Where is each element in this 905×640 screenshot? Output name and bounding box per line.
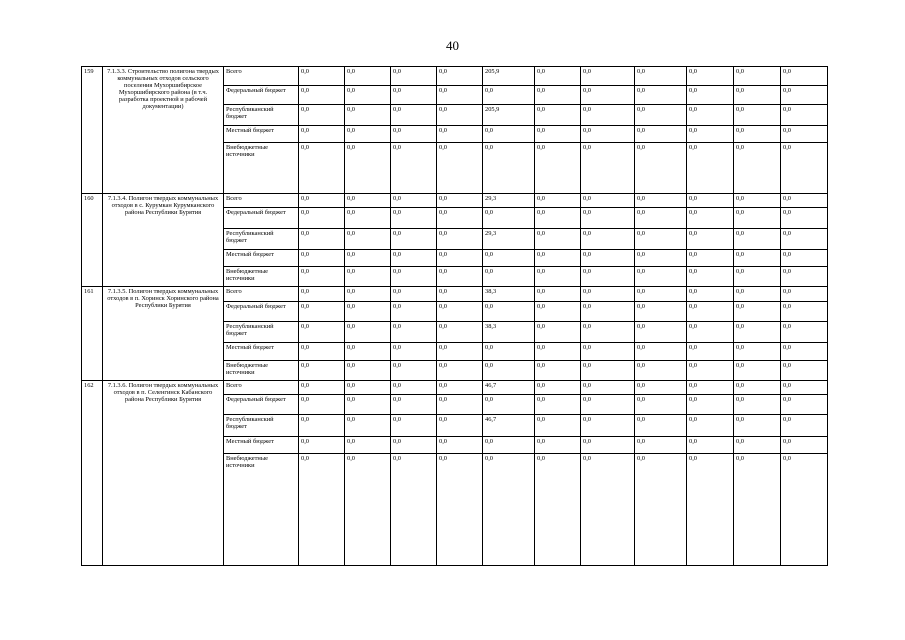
amount-cell: 0,0 (391, 67, 437, 86)
amount-cell: 0,0 (345, 125, 391, 142)
amount-cell: 0,0 (299, 453, 345, 565)
amount-cell: 0,0 (781, 267, 828, 287)
amount-cell: 0,0 (687, 395, 734, 415)
amount-cell: 0,0 (535, 395, 581, 415)
amount-cell: 0,0 (687, 86, 734, 104)
amount-cell: 0,0 (687, 380, 734, 394)
amount-cell: 29,3 (483, 228, 535, 249)
amount-cell: 38,3 (483, 287, 535, 301)
funding-source: Федеральный бюджет (224, 395, 299, 415)
amount-cell: 0,0 (781, 208, 828, 228)
amount-cell: 0,0 (391, 143, 437, 194)
amount-cell: 0,0 (437, 249, 483, 266)
amount-cell: 0,0 (299, 415, 345, 436)
amount-cell: 0,0 (535, 143, 581, 194)
funding-source: Всего (224, 67, 299, 86)
amount-cell: 0,0 (734, 249, 781, 266)
amount-cell: 0,0 (483, 143, 535, 194)
amount-cell: 0,0 (437, 193, 483, 207)
funding-source: Федеральный бюджет (224, 301, 299, 321)
funding-source: Внебюджетные источники (224, 360, 299, 380)
amount-cell: 0,0 (781, 301, 828, 321)
amount-cell: 0,0 (781, 436, 828, 453)
amount-cell: 0,0 (535, 104, 581, 125)
amount-cell: 0,0 (781, 249, 828, 266)
amount-cell: 0,0 (635, 104, 687, 125)
amount-cell: 0,0 (437, 208, 483, 228)
amount-cell: 0,0 (687, 287, 734, 301)
amount-cell: 0,0 (635, 86, 687, 104)
amount-cell: 0,0 (687, 125, 734, 142)
funding-source: Местный бюджет (224, 249, 299, 266)
amount-cell: 0,0 (687, 301, 734, 321)
amount-cell: 0,0 (781, 228, 828, 249)
amount-cell: 0,0 (345, 267, 391, 287)
amount-cell: 0,0 (781, 143, 828, 194)
amount-cell: 0,0 (734, 343, 781, 360)
amount-cell: 0,0 (635, 249, 687, 266)
amount-cell: 0,0 (437, 125, 483, 142)
funding-source: Местный бюджет (224, 343, 299, 360)
amount-cell: 0,0 (437, 301, 483, 321)
amount-cell: 0,0 (391, 125, 437, 142)
amount-cell: 0,0 (535, 249, 581, 266)
amount-cell: 0,0 (345, 301, 391, 321)
amount-cell: 0,0 (687, 228, 734, 249)
funding-table (81, 66, 828, 566)
amount-cell: 0,0 (483, 343, 535, 360)
amount-cell: 0,0 (345, 287, 391, 301)
amount-cell: 46,7 (483, 380, 535, 394)
amount-cell: 0,0 (437, 321, 483, 342)
amount-cell: 0,0 (345, 415, 391, 436)
amount-cell: 0,0 (437, 104, 483, 125)
amount-cell: 0,0 (635, 436, 687, 453)
amount-cell: 0,0 (437, 287, 483, 301)
amount-cell: 46,7 (483, 415, 535, 436)
table-row (82, 193, 828, 207)
amount-cell: 0,0 (299, 395, 345, 415)
amount-cell: 0,0 (581, 360, 635, 380)
amount-cell: 38,3 (483, 321, 535, 342)
amount-cell: 0,0 (345, 86, 391, 104)
table-row (82, 380, 828, 394)
amount-cell: 0,0 (581, 321, 635, 342)
amount-cell: 0,0 (734, 125, 781, 142)
amount-cell: 0,0 (581, 343, 635, 360)
amount-cell: 0,0 (581, 86, 635, 104)
amount-cell: 0,0 (483, 436, 535, 453)
amount-cell: 0,0 (437, 86, 483, 104)
amount-cell: 0,0 (635, 360, 687, 380)
amount-cell: 0,0 (734, 415, 781, 436)
amount-cell: 0,0 (535, 343, 581, 360)
amount-cell: 0,0 (734, 267, 781, 287)
amount-cell: 0,0 (391, 249, 437, 266)
amount-cell: 0,0 (581, 143, 635, 194)
row-number: 160 (82, 193, 103, 286)
amount-cell: 0,0 (781, 125, 828, 142)
amount-cell: 0,0 (437, 343, 483, 360)
table-body (82, 67, 828, 566)
amount-cell: 0,0 (635, 321, 687, 342)
funding-source: Всего (224, 287, 299, 301)
amount-cell: 0,0 (635, 380, 687, 394)
amount-cell: 0,0 (781, 104, 828, 125)
amount-cell: 0,0 (299, 208, 345, 228)
amount-cell: 0,0 (734, 395, 781, 415)
funding-source: Местный бюджет (224, 436, 299, 453)
amount-cell: 0,0 (635, 395, 687, 415)
amount-cell: 0,0 (781, 67, 828, 86)
amount-cell: 0,0 (581, 228, 635, 249)
amount-cell: 0,0 (483, 86, 535, 104)
amount-cell: 0,0 (391, 380, 437, 394)
amount-cell: 0,0 (581, 249, 635, 266)
amount-cell: 0,0 (437, 228, 483, 249)
amount-cell: 0,0 (687, 249, 734, 266)
measure-title: 7.1.3.5. Полигон твердых коммунальных отходов в п. Хоринск Хоринского района Республики Бурятия (103, 287, 224, 380)
amount-cell: 0,0 (535, 360, 581, 380)
amount-cell: 0,0 (781, 321, 828, 342)
amount-cell: 0,0 (299, 267, 345, 287)
amount-cell: 0,0 (345, 436, 391, 453)
amount-cell: 0,0 (734, 453, 781, 565)
amount-cell: 0,0 (734, 86, 781, 104)
amount-cell: 0,0 (391, 321, 437, 342)
amount-cell: 0,0 (581, 415, 635, 436)
funding-source: Внебюджетные источники (224, 143, 299, 194)
amount-cell: 0,0 (734, 436, 781, 453)
amount-cell: 0,0 (535, 415, 581, 436)
amount-cell: 0,0 (345, 228, 391, 249)
amount-cell: 0,0 (687, 193, 734, 207)
amount-cell: 0,0 (345, 67, 391, 86)
funding-source: Республиканский бюджет (224, 321, 299, 342)
amount-cell: 0,0 (687, 415, 734, 436)
amount-cell: 0,0 (437, 143, 483, 194)
amount-cell: 0,0 (299, 193, 345, 207)
amount-cell: 205,9 (483, 67, 535, 86)
amount-cell: 0,0 (581, 125, 635, 142)
amount-cell: 0,0 (635, 125, 687, 142)
amount-cell: 0,0 (345, 193, 391, 207)
amount-cell: 0,0 (483, 453, 535, 565)
amount-cell: 0,0 (437, 380, 483, 394)
measure-title: 7.1.3.6. Полигон твердых коммунальных отходов в п. Селенгинск Кабанского района Республики Бурятия (103, 380, 224, 565)
funding-source: Местный бюджет (224, 125, 299, 142)
amount-cell: 0,0 (483, 301, 535, 321)
amount-cell: 0,0 (635, 228, 687, 249)
amount-cell: 0,0 (635, 453, 687, 565)
amount-cell: 0,0 (581, 104, 635, 125)
amount-cell: 0,0 (734, 360, 781, 380)
amount-cell: 0,0 (781, 343, 828, 360)
amount-cell: 0,0 (483, 395, 535, 415)
table-row (82, 287, 828, 301)
amount-cell: 0,0 (391, 301, 437, 321)
row-number: 159 (82, 67, 103, 194)
amount-cell: 0,0 (483, 249, 535, 266)
amount-cell: 0,0 (781, 415, 828, 436)
amount-cell: 0,0 (535, 287, 581, 301)
amount-cell: 0,0 (581, 301, 635, 321)
amount-cell: 0,0 (581, 380, 635, 394)
amount-cell: 0,0 (781, 86, 828, 104)
amount-cell: 0,0 (391, 453, 437, 565)
amount-cell: 0,0 (581, 208, 635, 228)
amount-cell: 0,0 (581, 193, 635, 207)
funding-source: Внебюджетные источники (224, 453, 299, 565)
amount-cell: 0,0 (299, 360, 345, 380)
amount-cell: 0,0 (687, 143, 734, 194)
amount-cell: 0,0 (734, 104, 781, 125)
amount-cell: 0,0 (299, 249, 345, 266)
amount-cell: 205,9 (483, 104, 535, 125)
amount-cell: 0,0 (581, 453, 635, 565)
amount-cell: 0,0 (781, 453, 828, 565)
amount-cell: 0,0 (635, 143, 687, 194)
amount-cell: 0,0 (734, 301, 781, 321)
amount-cell: 0,0 (635, 415, 687, 436)
amount-cell: 0,0 (345, 395, 391, 415)
amount-cell: 0,0 (687, 67, 734, 86)
amount-cell: 0,0 (437, 453, 483, 565)
funding-source: Республиканский бюджет (224, 415, 299, 436)
amount-cell: 0,0 (345, 380, 391, 394)
table-row (82, 67, 828, 86)
amount-cell: 0,0 (483, 267, 535, 287)
amount-cell: 0,0 (483, 208, 535, 228)
amount-cell: 0,0 (535, 301, 581, 321)
amount-cell: 0,0 (299, 228, 345, 249)
amount-cell: 0,0 (781, 395, 828, 415)
amount-cell: 0,0 (483, 125, 535, 142)
amount-cell: 0,0 (635, 267, 687, 287)
amount-cell: 0,0 (734, 380, 781, 394)
amount-cell: 0,0 (581, 67, 635, 86)
amount-cell: 0,0 (535, 453, 581, 565)
amount-cell: 0,0 (391, 287, 437, 301)
amount-cell: 0,0 (581, 436, 635, 453)
amount-cell: 0,0 (734, 208, 781, 228)
amount-cell: 0,0 (734, 193, 781, 207)
funding-source: Всего (224, 193, 299, 207)
amount-cell: 0,0 (345, 104, 391, 125)
row-number: 161 (82, 287, 103, 380)
amount-cell: 0,0 (391, 193, 437, 207)
amount-cell: 0,0 (781, 193, 828, 207)
amount-cell: 0,0 (581, 267, 635, 287)
funding-source: Федеральный бюджет (224, 208, 299, 228)
amount-cell: 0,0 (391, 228, 437, 249)
amount-cell: 0,0 (299, 104, 345, 125)
amount-cell: 0,0 (535, 193, 581, 207)
amount-cell: 0,0 (581, 395, 635, 415)
amount-cell: 0,0 (391, 343, 437, 360)
funding-source: Внебюджетные источники (224, 267, 299, 287)
amount-cell: 0,0 (299, 380, 345, 394)
amount-cell: 0,0 (535, 436, 581, 453)
amount-cell: 0,0 (535, 228, 581, 249)
measure-title: 7.1.3.3. Строительство полигона твердых коммунальных отходов сельского поселения Мухоршибирское Мухоршибирского района (в т.ч. разработка проектной и рабочей документации) (103, 67, 224, 194)
amount-cell: 0,0 (391, 86, 437, 104)
amount-cell: 0,0 (299, 86, 345, 104)
amount-cell: 0,0 (437, 436, 483, 453)
amount-cell: 0,0 (345, 143, 391, 194)
funding-source: Федеральный бюджет (224, 86, 299, 104)
amount-cell: 0,0 (345, 360, 391, 380)
amount-cell: 0,0 (535, 267, 581, 287)
amount-cell: 0,0 (437, 360, 483, 380)
amount-cell: 0,0 (299, 436, 345, 453)
amount-cell: 0,0 (687, 321, 734, 342)
amount-cell: 0,0 (687, 104, 734, 125)
funding-source: Республиканский бюджет (224, 104, 299, 125)
amount-cell: 0,0 (345, 321, 391, 342)
amount-cell: 0,0 (535, 321, 581, 342)
amount-cell: 0,0 (734, 143, 781, 194)
amount-cell: 0,0 (687, 436, 734, 453)
amount-cell: 0,0 (391, 395, 437, 415)
amount-cell: 0,0 (345, 249, 391, 266)
amount-cell: 0,0 (299, 287, 345, 301)
amount-cell: 0,0 (391, 104, 437, 125)
amount-cell: 0,0 (483, 360, 535, 380)
amount-cell: 0,0 (781, 360, 828, 380)
amount-cell: 0,0 (437, 267, 483, 287)
amount-cell: 0,0 (635, 193, 687, 207)
amount-cell: 0,0 (299, 343, 345, 360)
amount-cell: 0,0 (687, 267, 734, 287)
amount-cell: 0,0 (345, 343, 391, 360)
amount-cell: 0,0 (535, 125, 581, 142)
amount-cell: 0,0 (635, 287, 687, 301)
amount-cell: 0,0 (437, 415, 483, 436)
amount-cell: 0,0 (391, 267, 437, 287)
amount-cell: 0,0 (299, 125, 345, 142)
row-number: 162 (82, 380, 103, 565)
amount-cell: 0,0 (299, 143, 345, 194)
amount-cell: 0,0 (781, 287, 828, 301)
amount-cell: 0,0 (635, 67, 687, 86)
funding-source: Всего (224, 380, 299, 394)
page-number: 40 (446, 38, 459, 53)
amount-cell: 29,3 (483, 193, 535, 207)
amount-cell: 0,0 (635, 343, 687, 360)
amount-cell: 0,0 (781, 380, 828, 394)
amount-cell: 0,0 (437, 67, 483, 86)
amount-cell: 0,0 (535, 67, 581, 86)
amount-cell: 0,0 (345, 453, 391, 565)
amount-cell: 0,0 (734, 67, 781, 86)
amount-cell: 0,0 (734, 321, 781, 342)
amount-cell: 0,0 (734, 287, 781, 301)
amount-cell: 0,0 (687, 360, 734, 380)
measure-title: 7.1.3.4. Полигон твердых коммунальных отходов в с. Курумкан Курумканского района Республики Бурятия (103, 193, 224, 286)
amount-cell: 0,0 (437, 395, 483, 415)
amount-cell: 0,0 (687, 343, 734, 360)
amount-cell: 0,0 (687, 208, 734, 228)
amount-cell: 0,0 (535, 208, 581, 228)
amount-cell: 0,0 (391, 360, 437, 380)
amount-cell: 0,0 (635, 301, 687, 321)
amount-cell: 0,0 (687, 453, 734, 565)
amount-cell: 0,0 (391, 208, 437, 228)
amount-cell: 0,0 (734, 228, 781, 249)
amount-cell: 0,0 (299, 321, 345, 342)
amount-cell: 0,0 (535, 380, 581, 394)
amount-cell: 0,0 (581, 287, 635, 301)
amount-cell: 0,0 (345, 208, 391, 228)
amount-cell: 0,0 (391, 436, 437, 453)
amount-cell: 0,0 (299, 67, 345, 86)
amount-cell: 0,0 (635, 208, 687, 228)
amount-cell: 0,0 (391, 415, 437, 436)
amount-cell: 0,0 (299, 301, 345, 321)
amount-cell: 0,0 (535, 86, 581, 104)
funding-source: Республиканский бюджет (224, 228, 299, 249)
